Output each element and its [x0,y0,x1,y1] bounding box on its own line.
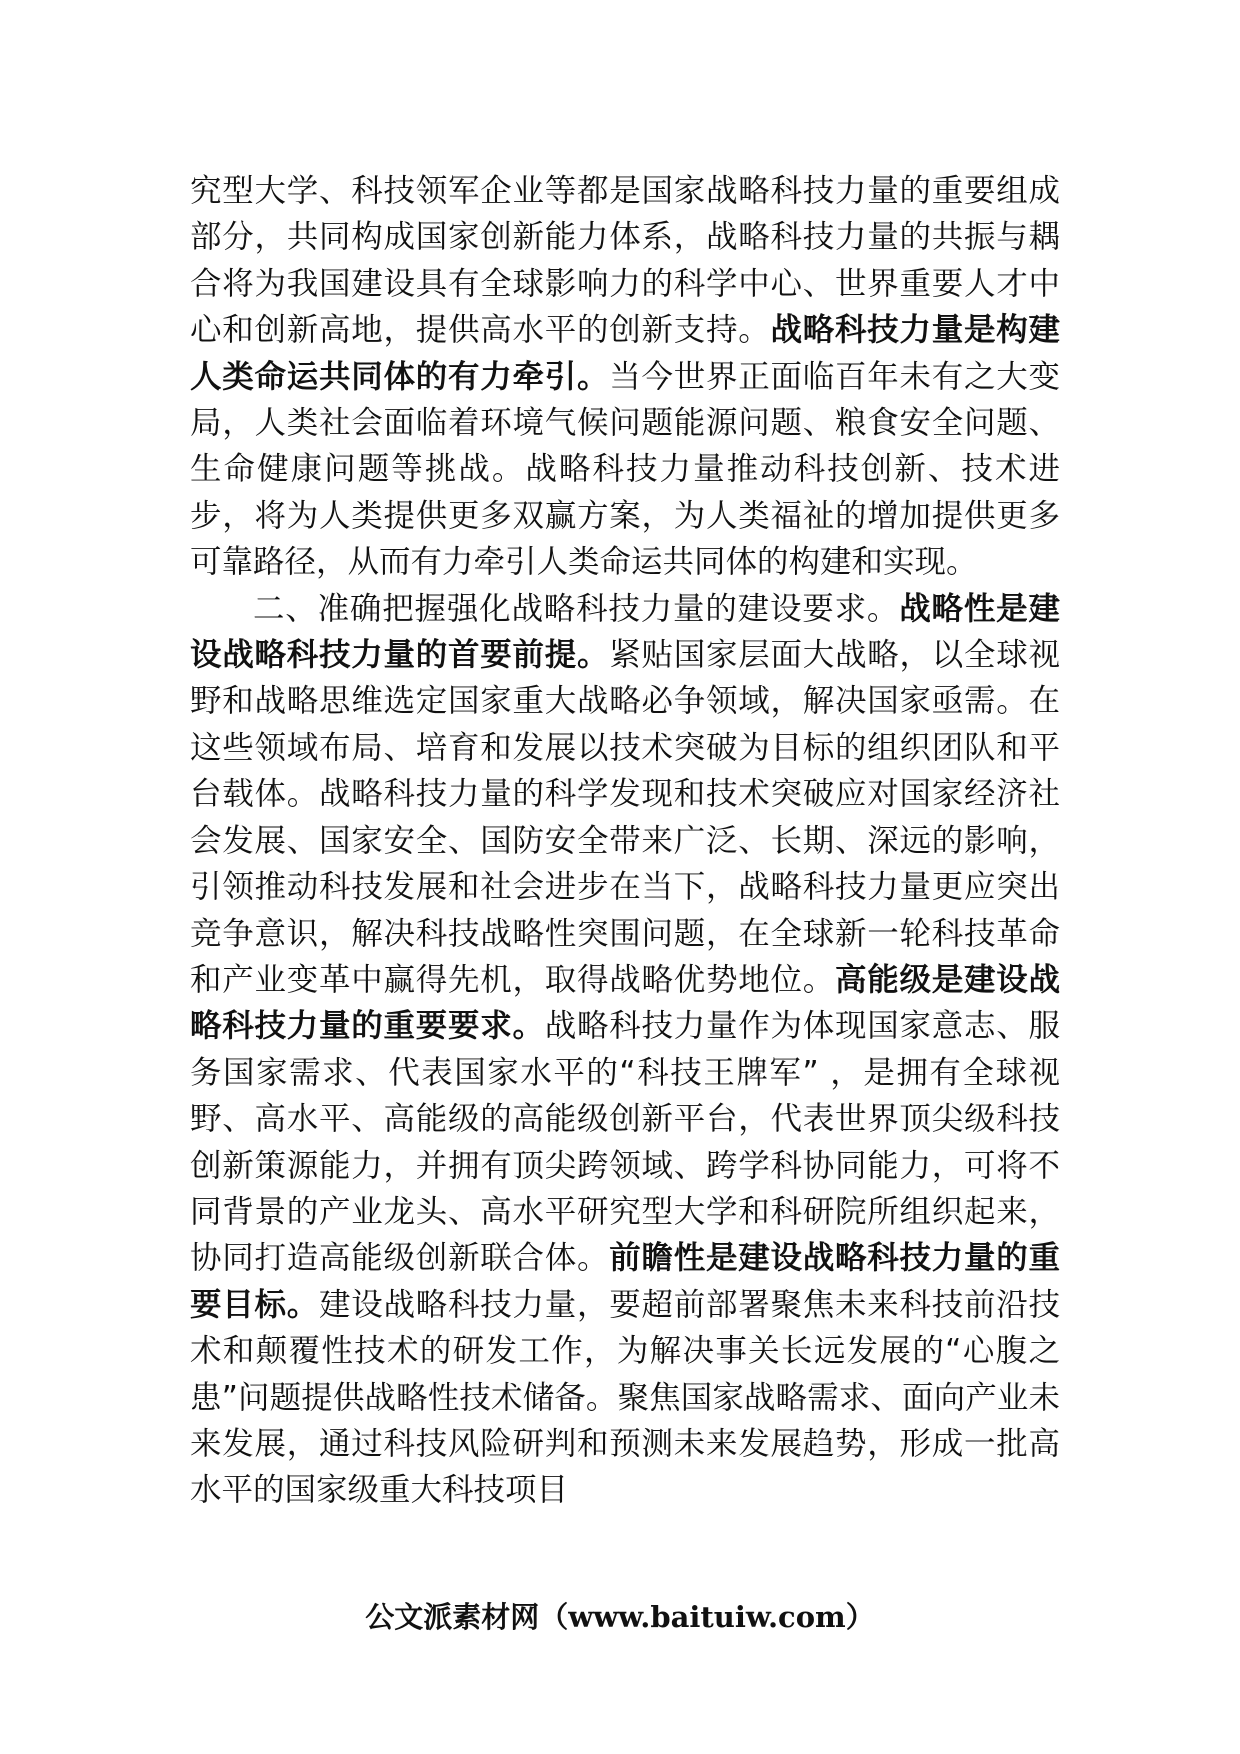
paragraph-continuation [190,168,1060,586]
bold-thesis: 战略性是建设战略科技力量的首要前提。 [190,590,1060,674]
section-heading: 二、准确把握强化战略科技力量的建设要求。 [253,590,900,627]
bold-thesis: 战略科技力量是构建人类命运共同体的有力牵引。 [190,312,1060,395]
bold-thesis: 高能级是建设战略科技力量的重要要求。 [190,961,1060,1045]
body-text: 究型大学、科技领军企业等都是国家战略科技力量的重要组成部分，共同构成国家创新能力体系，战略科技力量的共振与耦合将为我国建设具有全球影响力的科学中心、世界重要人才中心和创新高地，提供高水平的创新支持。 [190,173,1060,349]
body-text: 战略科技力量作为体现国家意志、服务国家需求、代表国家水平的“科技王牌军” ，是拥有全球视野、高水平、高能级的高能级创新平台，代表世界顶尖级科技创新策源能力，并拥有顶尖跨领域、跨学科协同能力，可将不同背景的产业龙头、高水平研究型大学和科研院所组织起来，协同打造高能级创新联合体。 [190,1008,1060,1277]
body-text: 当今世界正面临百年未有之大变局，人类社会面临着环境气候问题能源问题、粮食安全问题、生命健康问题等挑战。战略科技力量推动科技创新、技术进步，将为人类提供更多双赢方案，为人类福祉的增加提供更多可靠路径，从而有力牵引人类命运共同体的构建和实现。 [190,358,1060,581]
body-text: 紧贴国家层面大战略，以全球视野和战略思维选定国家重大战略必争领域，解决国家亟需。在这些领域布局、培育和发展以技术突破为目标的组织团队和平台载体。战略科技力量的科学发现和技术突破应对国家经济社会发展、国家安全、国防安全带来广泛、长期、深远的影响，引领推动科技发展和社会进步在当下，战略科技力量更应突出竞争意识，解决科技战略性突围问题，在全球新一轮科技革命和产业变革中赢得先机，取得战略优势地位。 [190,637,1060,998]
body-text: 建设战略科技力量，要超前部署聚焦未来科技前沿技术和颠覆性技术的研发工作，为解决事关长远发展的“心腹之患”问题提供战略性技术储备。聚焦国家战略需求、面向产业未来发展，通过科技风险研判和预测未来发展趋势，形成一批高水平的国家级重大科技项目 [190,1286,1060,1509]
page-footer: 公文派素材网（www.baituiw.com） [365,1600,875,1634]
bold-thesis: 前瞻性是建设战略科技力量的重要目标。 [190,1240,1060,1323]
paragraph-section-two [190,586,1060,1514]
document-body [190,168,1060,1514]
